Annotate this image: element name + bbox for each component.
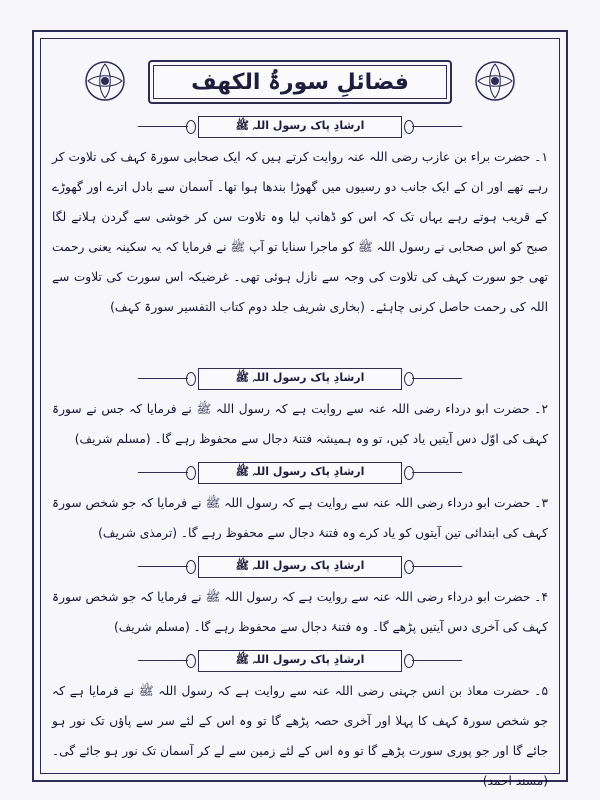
heading-rule: [412, 472, 462, 473]
heading-rule: [412, 566, 462, 567]
title-banner: [48, 52, 552, 110]
hadith-paragraph: ۴۔ حضرت ابو درداء رضی اللہ عنہ سے روایت ہے کہ رسول اللہ ﷺ نے فرمایا کہ جو شخص سورۃ کہف کی آخری دس آیتیں پڑھے گا۔ وہ فتنۂ دجال سے محفوظ رہے گا۔ (مسلم شریف): [52, 590, 548, 634]
section-heading: [48, 460, 552, 484]
hadith-paragraph: ۳۔ حضرت ابو درداء رضی اللہ عنہ سے روایت ہے کہ رسول اللہ ﷺ نے فرمایا کہ جو شخص سورۃ کہف کی ابتدائی تین آیتوں کو یاد کرے وہ فتنۂ دجال سے محفوظ رہے گا۔ (ترمذی شریف): [52, 496, 548, 540]
section-heading: [48, 366, 552, 390]
heading-rule: [412, 378, 462, 379]
heading-rule: [138, 378, 188, 379]
title-frame: [148, 60, 452, 104]
section-heading-label: ارشادِ پاک رسول اللہ ﷺ: [198, 368, 402, 390]
hadith-paragraph: ۵۔ حضرت معاذ بن انس جہنی رضی اللہ عنہ سے روایت ہے کہ رسول اللہ ﷺ نے فرمایا ہے کہ جو شخص سورۃ کہف کا پہلا اور آخری حصہ پڑھے گا تو وہ اس کے لئے سر سے پاؤں تک نور ہو جائے گا اور جو پوری سورت پڑھے گا تو وہ اس کے لئے زمین سے لے کر آسمان تک نور ہو جائے گی۔ (مسند احمد): [52, 684, 548, 788]
heading-rule: [412, 660, 462, 661]
heading-rule: [412, 126, 462, 127]
section-heading: [48, 114, 552, 138]
ornament-icon: [472, 58, 518, 104]
heading-rule: [138, 566, 188, 567]
section-heading-label: ارشادِ پاک رسول اللہ ﷺ: [198, 556, 402, 578]
section-heading-label: ارشادِ پاک رسول اللہ ﷺ: [198, 116, 402, 138]
heading-rule: [138, 472, 188, 473]
section-heading: [48, 648, 552, 672]
ornament-icon: [82, 58, 128, 104]
content-area: [48, 46, 552, 788]
page-title: فضائلِ سورۃُ الکھف: [191, 69, 409, 95]
hadith-paragraph: ۱۔ حضرت براء بن عازب رضی اللہ عنہ روایت کرتے ہیں کہ ایک صحابی سورۃ کہف کی تلاوت کر رہے تھے اور ان کے ایک جانب دو رسیوں میں گھوڑا بندھا ہوا تھا۔ آسمان سے بادل اترے اور گھوڑے کے قریب ہوتے رہے یہاں تک کہ اس کو ڈھانپ لیا وہ تلاوت سن کر خوشی سے گردن ہلانے لگا صبح کو اس صحابی نے رسول اللہ ﷺ کو ماجرا سنایا تو آپ ﷺ نے فرمایا کہ یہ سکینہ یعنی رحمت تھی جو سورت کہف کی تلاوت کی وجہ سے نازل ہوئی تھی۔ غرضیکہ اس سورت کی تلاوت سے اللہ کی رحمت حاصل کرنی چاہئے۔ (بخاری شریف جلد دوم کتاب التفسیر سورۃ کہف): [52, 150, 548, 314]
heading-rule: [138, 126, 188, 127]
section-heading-label: ارشادِ پاک رسول اللہ ﷺ: [198, 462, 402, 484]
section-heading: [48, 554, 552, 578]
section-heading-label: ارشادِ پاک رسول اللہ ﷺ: [198, 650, 402, 672]
heading-rule: [138, 660, 188, 661]
hadith-paragraph: ۲۔ حضرت ابو درداء رضی اللہ عنہ سے روایت ہے کہ رسول اللہ ﷺ نے فرمایا کہ جس نے سورۃ کہف کی اوّل دس آیتیں یاد کیں، تو وہ ہمیشہ فتنۂ دجال سے محفوظ رہے گا۔ (مسلم شریف): [52, 402, 548, 446]
